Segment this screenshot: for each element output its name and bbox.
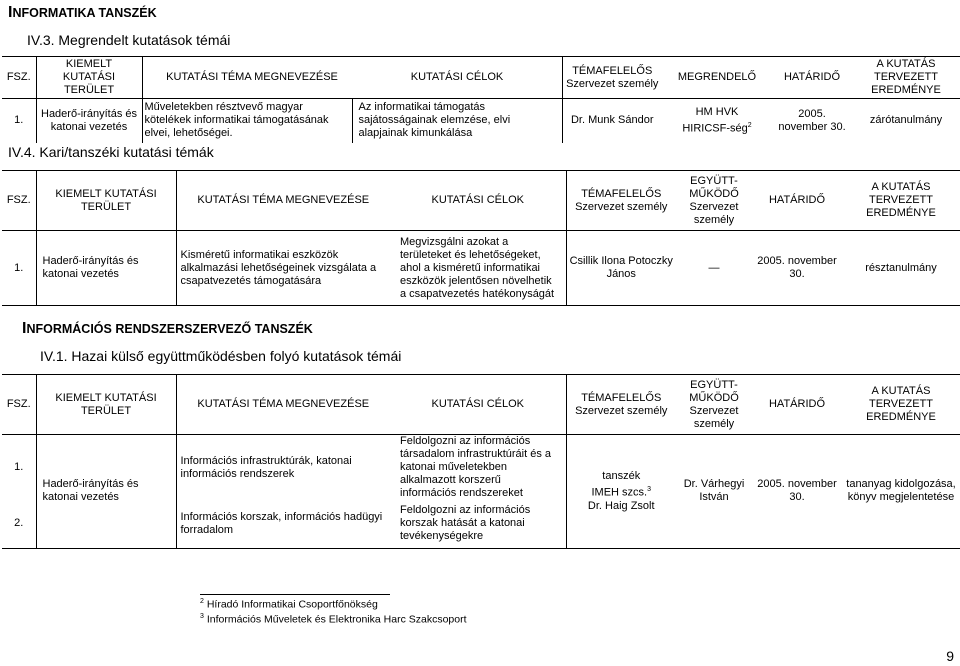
- header-hatarido: HATÁRIDŐ: [772, 57, 852, 99]
- cell-celok: Feldolgozni az információs társadalom infrastruktúráit és a katonai műveletekben alkalmazott korszerű információs rendszereket: [400, 435, 552, 499]
- table-header-row: [2, 171, 960, 231]
- header-eredmeny: A KUTATÁS TERVEZETT EREDMÉNYE: [852, 57, 960, 99]
- cell-fsz: 2.: [2, 500, 36, 548]
- cell-egyutt: —: [676, 231, 752, 306]
- header-fsz: FSZ.: [2, 57, 36, 99]
- footnote-2: $^2$ Híradó Informatikai Csoportfőnökség: [200, 598, 378, 611]
- cell-terulet: Haderő-irányítás és katonai vezetés: [36, 231, 176, 306]
- cell-hatarido: 2005. november 30.: [752, 231, 842, 306]
- cell-eredmeny: tananyag kidolgozása, könyv megjelentetése: [842, 435, 960, 549]
- cell-megrendelo: HM HVK HIRICSF-ség$^2$: [682, 105, 752, 135]
- header-egyutt: EGYÜTT-MŰKÖDŐ Szervezet személy: [676, 375, 752, 435]
- cell-felelos: tanszék IMEH szcs.$^3$ Dr. Haig Zsolt: [566, 435, 676, 549]
- header-fsz: FSZ.: [2, 375, 36, 435]
- cell-fsz: 1.: [2, 99, 36, 143]
- header-felelos: TÉMAFELELŐS Szervezet személy: [562, 57, 662, 99]
- cell-terulet: Haderő-irányítás és katonai vezetés: [36, 435, 176, 549]
- cell-hatarido: 2005. november 30.: [752, 435, 842, 549]
- cell-celok: Feldolgozni az információs korszak hatását a katonai tevékenységekre: [390, 500, 566, 548]
- table-row: [2, 435, 960, 501]
- department-title-informatika: INFORMATIKA TANSZÉK: [8, 4, 157, 21]
- research-table-commissioned: [2, 56, 960, 143]
- page-number: 9: [946, 648, 954, 664]
- header-tema: KUTATÁSI TÉMA MEGNEVEZÉSE: [176, 375, 390, 435]
- cell-fsz: 1.: [2, 435, 36, 501]
- header-tema: KUTATÁSI TÉMA MEGNEVEZÉSE: [176, 171, 390, 231]
- header-hatarido: HATÁRIDŐ: [752, 375, 842, 435]
- header-hatarido: HATÁRIDŐ: [752, 171, 842, 231]
- header-megrendelo: MEGRENDELŐ: [662, 57, 772, 99]
- cell-hatarido: 2005. november 30.: [778, 107, 846, 133]
- header-terulet: KIEMELT KUTATÁSI TERÜLET: [36, 375, 176, 435]
- header-tema: KUTATÁSI TÉMA MEGNEVEZÉSE: [166, 71, 338, 83]
- footnote-3: $^3$ Információs Műveletek és Elektronika Harc Szakcsoport: [200, 613, 467, 626]
- header-felelos: TÉMAFELELŐS Szervezet személy: [566, 375, 676, 435]
- footnote-divider: [200, 594, 390, 595]
- cell-celok: Az informatikai támogatás sajátosságainak elemzése, elvi alapjainak kimunkálása: [358, 101, 511, 140]
- cell-egyutt: Dr. Várhegyi István: [676, 435, 752, 549]
- table-header-row: [2, 375, 960, 435]
- header-celok: KUTATÁSI CÉLOK: [390, 375, 566, 435]
- header-fsz: FSZ.: [2, 171, 36, 231]
- header-celok: KUTATÁSI CÉLOK: [410, 71, 504, 83]
- header-eredmeny: A KUTATÁS TERVEZETT EREDMÉNYE: [842, 375, 960, 435]
- header-terulet: KIEMELT KUTATÁSI TERÜLET: [36, 57, 142, 99]
- header-terulet: KIEMELT KUTATÁSI TERÜLET: [36, 171, 176, 231]
- table-row: [2, 99, 960, 143]
- header-celok: KUTATÁSI CÉLOK: [390, 171, 566, 231]
- table-row: [2, 231, 960, 306]
- cell-tema: Kisméretű informatikai eszközök alkalmazási lehetőségeinek vizsgálata a csapatvezetés támogatására: [176, 231, 390, 306]
- cell-fsz: 1.: [2, 231, 36, 306]
- research-table-faculty: [2, 170, 960, 306]
- section-title-megrendelt: IV.3. Megrendelt kutatások témái: [27, 32, 231, 48]
- table-header-row: [2, 57, 960, 99]
- research-table-external: [2, 374, 960, 549]
- cell-tema: Információs infrastruktúrák, katonai információs rendszerek: [180, 454, 352, 480]
- header-felelos: TÉMAFELELŐS Szervezet személy: [566, 171, 676, 231]
- header-tema-celok: [142, 57, 562, 99]
- header-eredmeny: A KUTATÁS TERVEZETT EREDMÉNYE: [842, 171, 960, 231]
- cell-terulet: Haderő-irányítás és katonai vezetés: [36, 99, 142, 143]
- department-title-informacios: INFORMÁCIÓS RENDSZERSZERVEZŐ TANSZÉK: [22, 320, 313, 337]
- cell-eredmeny: résztanulmány: [842, 231, 960, 306]
- cell-felelos: Dr. Munk Sándor: [562, 99, 662, 143]
- cell-tema: Információs korszak, információs hadügyi forradalom: [176, 500, 390, 548]
- cell-celok: Megvizsgálni azokat a területeket és lehetőségeket, ahol a kisméretű informatikai eszközök jelentősen növelhetik a csapatvezetés hatékonyságát: [390, 231, 566, 306]
- section-title-kari: IV.4. Kari/tanszéki kutatási témák: [8, 144, 214, 160]
- section-title-hazai: IV.1. Hazai külső együttműködésben folyó kutatások témái: [40, 348, 402, 364]
- cell-tema: Műveletekben résztvevő magyar kötelékek informatikai támogatásának elvei, lehetőségei.: [142, 99, 352, 143]
- cell-eredmeny: zárótanulmány: [869, 114, 943, 127]
- cell-felelos: Csillik Ilona Potoczky János: [566, 231, 676, 306]
- header-egyutt: EGYÜTT-MŰKÖDŐ Szervezet személy: [676, 171, 752, 231]
